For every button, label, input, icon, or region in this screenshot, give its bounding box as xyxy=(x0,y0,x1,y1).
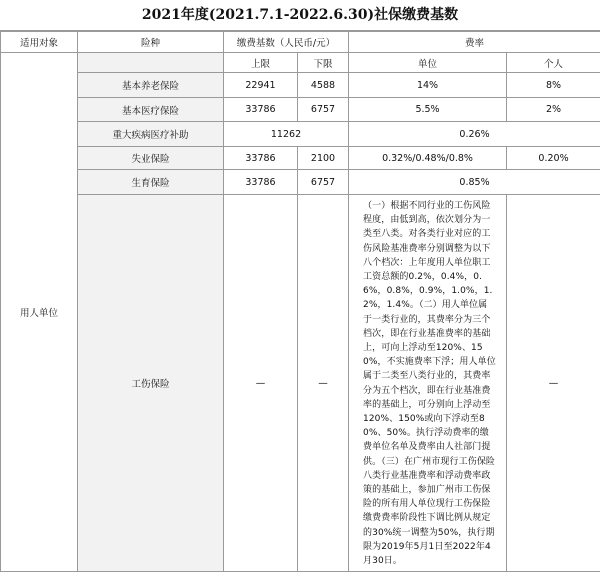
table-row xyxy=(1,73,600,98)
injury-rate-description xyxy=(349,195,507,572)
base-lower: 2100 xyxy=(298,147,349,170)
insurance-name: 失业保险 xyxy=(78,147,224,170)
insurance-table xyxy=(0,31,600,572)
base-upper: 33786 xyxy=(224,170,298,195)
rate-personal: 2% xyxy=(507,98,600,122)
rate-unit: 14% xyxy=(349,73,507,98)
header-row xyxy=(1,32,600,53)
header-insurance: 险种 xyxy=(78,32,224,53)
insurance-name: 重大疾病医疗补助 xyxy=(78,122,224,147)
header-rate: 费率 xyxy=(349,32,600,53)
insurance-name: 基本养老保险 xyxy=(78,73,224,98)
sheet-title: 2021年度(2021.7.1-2022.6.30)社保缴费基数 xyxy=(0,0,600,31)
table-row xyxy=(1,98,600,122)
base-upper: 33786 xyxy=(224,147,298,170)
header-lower: 下限 xyxy=(298,53,349,73)
base-upper: — xyxy=(224,195,298,572)
rate-unit: 5.5% xyxy=(349,98,507,122)
table-row xyxy=(1,170,600,195)
base-upper: 22941 xyxy=(224,73,298,98)
subheader-blank xyxy=(78,53,224,73)
header-target: 适用对象 xyxy=(1,32,78,53)
header-personal: 个人 xyxy=(507,53,600,73)
insurance-name: 生育保险 xyxy=(78,170,224,195)
table-row xyxy=(1,195,600,572)
rate-combined: 0.26% xyxy=(349,122,600,147)
header-upper: 上限 xyxy=(224,53,298,73)
rate-combined: 0.85% xyxy=(349,170,600,195)
base-upper: 33786 xyxy=(224,98,298,122)
insurance-name: 工伤保险 xyxy=(78,195,224,572)
header-base: 缴费基数（人民币/元） xyxy=(224,32,349,53)
rate-personal: 0.20% xyxy=(507,147,600,170)
target-cell: 用人单位 xyxy=(1,53,78,572)
injury-rate-text: （一）根据不同行业的工伤风险程度，由低到高，依次划分为一类至八类。对各类行业对应的工伤风险基准费率分别调整为以下八个档次：上年度用人单位职工工资总额的0.2%，0.4%，0.6%，0.8%，0.9%，1.0%，1.2%，1.4%。（二）用人单位属于一类行业的，其费率分为三个档次，即在行业基准费率的基础上，可向上浮动至120%、150%，不实施费率下浮；用人单位属于二类至八类行业的，其费率分为五个档次，即在行业基准费率的基础上，可分别向上浮动至120%、150%或向下浮动至80%、50%。执行浮动费率的缴费单位名单及费率由人社部门提供。（三）在广州市现行工伤保险八类行业基准费率和浮动费率政策的基础上，参加广州市工伤保险的所有用人单位现行工伤保险缴费费率阶段性下调比例从规定的30%统一调整为50%，执行期限为2019年5月1日至2022年4月30日。 xyxy=(363,199,496,568)
rate-personal: — xyxy=(507,195,600,572)
header-unit: 单位 xyxy=(349,53,507,73)
table-row xyxy=(1,122,600,147)
rate-personal: 8% xyxy=(507,73,600,98)
table-row xyxy=(1,147,600,170)
base-lower: 6757 xyxy=(298,98,349,122)
base-lower: 6757 xyxy=(298,170,349,195)
base-combined: 11262 xyxy=(224,122,349,147)
insurance-name: 基本医疗保险 xyxy=(78,98,224,122)
base-lower: — xyxy=(298,195,349,572)
subheader-row xyxy=(1,53,600,73)
rate-unit: 0.32%/0.48%/0.8% xyxy=(349,147,507,170)
base-lower: 4588 xyxy=(298,73,349,98)
